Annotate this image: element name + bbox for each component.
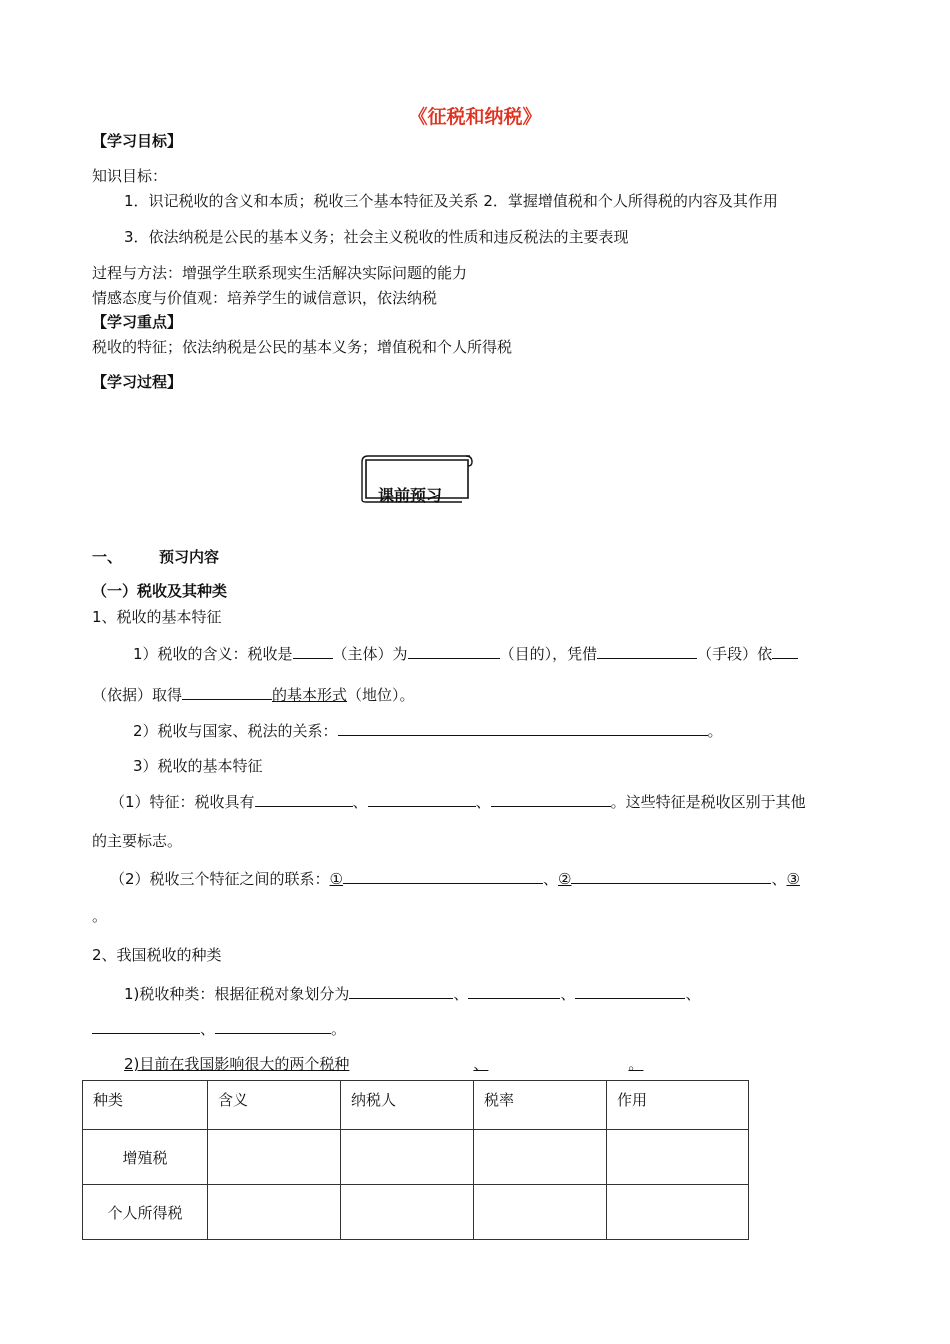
- question-major-taxes: [124, 1053, 643, 1074]
- header-type: 种类: [83, 1081, 208, 1130]
- text-segment: （2）税收三个特征之间的联系：: [110, 870, 330, 888]
- blank-feature-1[interactable]: [255, 790, 353, 807]
- table-header-row: [83, 1081, 749, 1130]
- blank-category-4[interactable]: [92, 1017, 200, 1034]
- header-rate: 税率: [474, 1081, 607, 1130]
- text-segment: （依据）取得: [92, 686, 183, 704]
- page-title: 《征税和纳税》: [408, 106, 542, 128]
- text-segment: 、: [543, 870, 559, 888]
- blank-category-1[interactable]: [349, 982, 453, 999]
- text-segment: 、: [453, 985, 469, 1003]
- text-segment: 、: [685, 985, 701, 1003]
- text-segment: （手段）依: [697, 645, 773, 663]
- text-segment: 。: [331, 1020, 347, 1038]
- text-segment: 的基本形式: [272, 686, 348, 704]
- blank-category-3[interactable]: [575, 982, 685, 999]
- knowledge-label: 知识目标：: [92, 167, 168, 185]
- heading-tax-types: 2、我国税收的种类: [92, 946, 222, 964]
- section1-title: 预习内容: [159, 548, 220, 566]
- table-cell[interactable]: [474, 1185, 607, 1240]
- objective-item-3: 3．依法纳税是公民的基本义务；社会主义税收的性质和违反税法的主要表现: [124, 228, 629, 246]
- table-cell[interactable]: [341, 1185, 474, 1240]
- focus-heading: 【学习重点】: [92, 313, 183, 331]
- header-meaning: 含义: [208, 1081, 341, 1130]
- text-segment: 、: [352, 793, 368, 811]
- blank-means[interactable]: [597, 642, 697, 659]
- process-method: 过程与方法：增强学生联系现实生活解决实际问题的能力: [92, 264, 468, 282]
- heading-basic-features: 1、税收的基本特征: [92, 608, 222, 626]
- text-segment: （目的），凭借: [499, 645, 598, 663]
- blank-relation[interactable]: [338, 719, 708, 736]
- question-features: [110, 790, 806, 812]
- blank-link-1[interactable]: [343, 867, 543, 884]
- question-feature-links: [110, 867, 800, 889]
- question-tax-categories: [124, 982, 700, 1004]
- question-tax-relation: [133, 719, 723, 741]
- tax-comparison-table: [82, 1080, 749, 1240]
- circled-number: ②: [558, 870, 572, 888]
- header-taxpayer: 纳税人: [341, 1081, 474, 1130]
- text-segment: 。: [628, 1055, 644, 1073]
- table-cell[interactable]: [208, 1185, 341, 1240]
- text-segment: 、: [200, 1020, 216, 1038]
- blank-purpose[interactable]: [408, 642, 500, 659]
- text-segment: （1）特征：税收具有: [110, 793, 255, 811]
- blank-category-2[interactable]: [468, 982, 560, 999]
- objectives-heading: 【学习目标】: [92, 132, 183, 150]
- text-segment: 、: [473, 1055, 489, 1073]
- blank-category-5[interactable]: [215, 1017, 331, 1034]
- table-row: [83, 1185, 749, 1240]
- question-tax-meaning: [133, 642, 798, 664]
- blank-subject[interactable]: [293, 642, 333, 659]
- blank-link-2[interactable]: [571, 867, 771, 884]
- question-features-cont: 的主要标志。: [92, 832, 183, 850]
- text-segment: 1）税收的含义：税收是: [133, 645, 293, 663]
- circled-number: ③: [786, 870, 800, 888]
- blank-obtain[interactable]: [182, 683, 272, 700]
- text-segment: 、: [560, 985, 576, 1003]
- row-label: 个人所得税: [83, 1185, 208, 1240]
- table-cell[interactable]: [208, 1130, 341, 1185]
- preview-banner-label: 课前预习: [378, 486, 443, 505]
- table-row: [83, 1130, 749, 1185]
- emotion-values: 情感态度与价值观：培养学生的诚信意识，依法纳税: [92, 289, 438, 307]
- text-segment: 2）税收与国家、税法的关系：: [133, 722, 338, 740]
- question-tax-meaning-cont: [92, 683, 415, 705]
- text-segment: 、: [771, 870, 787, 888]
- text-segment: 2)目前在我国影响很大的两个税种: [124, 1055, 350, 1073]
- table-cell[interactable]: [607, 1185, 749, 1240]
- blank-feature-2[interactable]: [368, 790, 476, 807]
- text-segment: 。: [707, 722, 723, 740]
- subsection-title: （一）税收及其种类: [92, 582, 228, 600]
- table-cell[interactable]: [341, 1130, 474, 1185]
- blank-feature-3[interactable]: [491, 790, 611, 807]
- table-cell[interactable]: [607, 1130, 749, 1185]
- text-segment: （主体）为: [332, 645, 408, 663]
- text-segment: 1)税收种类：根据征税对象划分为: [124, 985, 350, 1003]
- text-segment: （地位）。: [347, 686, 415, 704]
- blank-basis[interactable]: [772, 642, 798, 659]
- objective-item-1: 1．识记税收的含义和本质；税收三个基本特征及关系 2．掌握增值税和个人所得税的内容及其作用: [124, 192, 778, 210]
- text-segment: 。这些特征是税收区别于其他: [610, 793, 806, 811]
- row-label: 增殖税: [83, 1130, 208, 1185]
- text-segment: 、: [475, 793, 491, 811]
- header-effect: 作用: [607, 1081, 749, 1130]
- question-tax-categories-cont: [92, 1017, 346, 1039]
- focus-text: 税收的特征；依法纳税是公民的基本义务；增值税和个人所得税: [92, 338, 513, 356]
- table-cell[interactable]: [474, 1130, 607, 1185]
- process-heading: 【学习过程】: [92, 373, 183, 391]
- heading-three-features: 3）税收的基本特征: [133, 757, 263, 775]
- circled-number: ①: [329, 870, 343, 888]
- section1-number: 一、: [92, 548, 123, 566]
- feature-links-end: 。: [92, 907, 108, 925]
